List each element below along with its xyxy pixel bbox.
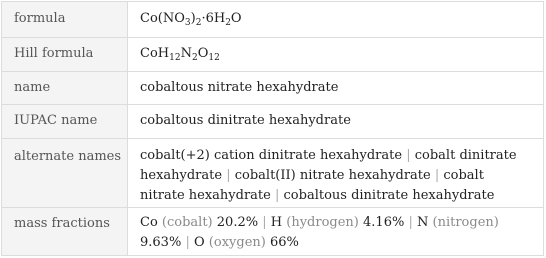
row-alternate-names — [2, 138, 543, 207]
separator: | — [434, 168, 440, 183]
alternate-names-line — [140, 166, 535, 186]
row-label-alternate-names: alternate names — [14, 149, 122, 164]
mass-fractions-line: 9.63% | O (oxygen) 66% — [140, 235, 299, 250]
row-name — [2, 71, 543, 104]
name-value: cobaltous nitrate hexahydrate — [140, 80, 339, 95]
alternate-names-value — [140, 146, 535, 206]
alternate-name: hexahydrate — [140, 168, 223, 183]
row-label-hill-formula: Hill formula — [14, 46, 94, 61]
row-label-formula: formula — [14, 11, 66, 26]
alternate-name: cobalt — [443, 168, 484, 183]
row-label-name: name — [14, 80, 51, 95]
alternate-name: cobalt(+2) cation dinitrate hexahydrate — [140, 148, 403, 163]
row-label-mass-fractions: mass fractions — [14, 216, 110, 231]
alternate-name: cobalt(II) nitrate hexahydrate — [234, 168, 431, 183]
row-label-iupac-name: IUPAC name — [14, 113, 98, 128]
alternate-name: cobalt dinitrate — [414, 148, 517, 163]
iupac-name-value: cobaltous dinitrate hexahydrate — [140, 113, 351, 128]
alternate-names-line — [140, 186, 535, 206]
row-label-cell — [2, 139, 128, 207]
alternate-name: nitrate hexahydrate — [140, 188, 271, 203]
properties-table — [1, 1, 544, 256]
alternate-names-line — [140, 146, 535, 166]
row-formula — [2, 2, 543, 37]
row-iupac-name — [2, 104, 543, 138]
separator: | — [406, 148, 411, 163]
row-hill-formula — [2, 37, 543, 71]
row-mass-fractions — [2, 207, 543, 255]
mass-fractions-value — [140, 213, 535, 253]
mass-fractions-line: Co (cobalt) 20.2% | H (hydrogen) 4.16% | N (nitrogen) — [140, 215, 499, 230]
hill-formula-value: $CoH_{12}N_2O_{12}$ — [140, 46, 220, 63]
row-label-cell — [2, 2, 128, 37]
separator: | — [226, 168, 231, 183]
separator: | — [274, 188, 280, 203]
alternate-name: cobaltous dinitrate hexahydrate — [283, 188, 495, 203]
row-label-cell — [2, 72, 128, 104]
row-label-cell — [2, 38, 128, 71]
row-label-cell — [2, 208, 128, 255]
row-label-cell — [2, 105, 128, 138]
formula-value: $Co(NO_3)_2\cdot 6H_2O$ — [140, 11, 242, 28]
